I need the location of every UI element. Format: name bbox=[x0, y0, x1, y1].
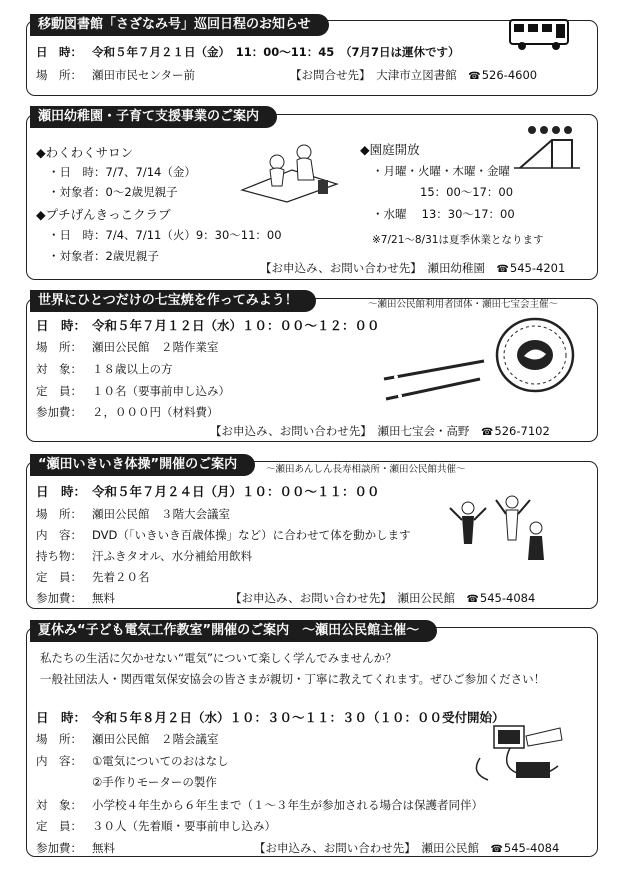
exercise-fee: 参加費： 無料 bbox=[36, 591, 115, 605]
exercise-date: 日 時： 令和５年７月２４日（月）１０：００～１１：００ bbox=[36, 484, 380, 499]
electric-contact: 【お申込み、お問い合わせ先】 瀬田公民館 ☎ 545-4084 bbox=[254, 840, 559, 856]
cloisonne-fee: 参加費： ２，０００円（材料費） bbox=[36, 405, 219, 419]
club-date: ・日 時：7/4、7/11（火）9：30～11：00 bbox=[48, 228, 282, 242]
cloisonne-brooch-icon bbox=[494, 316, 576, 394]
library-bus-title: 移動図書館「さざなみ号」巡回日程のお知らせ bbox=[30, 14, 329, 36]
electric-intro-1: 私たちの生活に欠かせない“電気”について楽しく学んでみませんか？ bbox=[40, 651, 397, 665]
kindergarten-title: 瀬田幼稚園・子育て支援事業のご案内 bbox=[30, 106, 277, 128]
electric-fee: 参加費： 無料 bbox=[36, 841, 115, 855]
electric-content-2: ②手作りモーターの製作 bbox=[92, 775, 217, 789]
garden-note: ※7/21～8/31は夏季休業となります bbox=[372, 234, 544, 246]
exercise-content: 内 容： DVD（「いきいき百歳体操」など）に合わせて体を動かします bbox=[36, 528, 411, 542]
exercise-subtitle: ～瀬田あんしん長寿相談所・瀬田公民館共催～ bbox=[266, 464, 466, 475]
kids-playing-icon bbox=[232, 140, 342, 204]
salon-date: ・日 時：7/7、7/14（金） bbox=[48, 165, 196, 179]
club-title: ◆プチげんきっこクラブ bbox=[36, 207, 171, 222]
electric-place: 場 所： 瀬田公民館 ２階会議室 bbox=[36, 732, 219, 746]
electric-content-1: 内 容： ①電気についてのおはなし bbox=[36, 754, 229, 768]
cloisonne-date: 日 時： 令和５年７月１２日（水）１０：００～１２：００ bbox=[36, 318, 380, 333]
cloisonne-contact: 【お申込み、お問い合わせ先】 瀬田七宝会・高野 ☎ 526-7102 bbox=[210, 423, 550, 439]
salon-title: ◆わくわくサロン bbox=[36, 145, 134, 160]
electric-target: 対 象： 小学校４年生から６年生まで（１～３年生が参加される場合は保護者同伴） bbox=[36, 798, 483, 812]
library-bus-contact: 【お問合せ先】 大津市立図書館 ☎ 526-4600 bbox=[290, 67, 537, 83]
phone-icon: ☎ 526-4600 bbox=[468, 68, 537, 82]
electric-date: 日 時： 令和５年８月２日（水）１０：３０～１１：３０（１０：００受付開始） bbox=[36, 710, 505, 725]
cloisonne-capacity: 定 員： １０名（要事前申し込み） bbox=[36, 384, 230, 398]
cloisonne-subtitle: ～瀬田公民館利用者団体・瀬田七宝会主催～ bbox=[368, 299, 559, 310]
cloisonne-title: 世界にひとつだけの七宝焼を作ってみよう！ bbox=[30, 290, 316, 312]
motor-kit-icon bbox=[470, 718, 580, 788]
electric-class-title: 夏休み“子ども電気工作教室”開催のご案内 ～瀬田公民館主催～ bbox=[30, 620, 437, 642]
kindergarten-contact: 【お申込み、お問い合わせ先】 瀬田幼稚園 ☎ 545-4201 bbox=[260, 260, 565, 276]
exercise-contact: 【お申込み、お問い合わせ先】 瀬田公民館 ☎ 545-4084 bbox=[230, 590, 535, 606]
salon-target: ・対象者：0～2歳児親子 bbox=[48, 185, 178, 199]
bus-icon bbox=[508, 16, 572, 52]
phone-icon: ☎ 526-7102 bbox=[481, 424, 550, 438]
exercise-place: 場 所： 瀬田公民館 ３階大会議室 bbox=[36, 507, 230, 521]
garden-title: ◆園庭開放 bbox=[360, 142, 420, 157]
slide-icon bbox=[512, 122, 582, 172]
exercise-capacity: 定 員： 先着２０名 bbox=[36, 570, 150, 584]
garden-days: ・月曜・火曜・木曜・金曜 bbox=[372, 164, 510, 178]
electric-intro-2: 一般社団法人・関西電気保安協会の皆さまが親切・丁寧に教えてくれます。ぜひご参加ください！ bbox=[40, 672, 546, 686]
cloisonne-target: 対 象： １８歳以上の方 bbox=[36, 362, 173, 376]
exercise-bring: 持ち物： 汗ふきタオル、水分補給用飲料 bbox=[36, 549, 253, 563]
cloisonne-place: 場 所： 瀬田公民館 ２階作業室 bbox=[36, 340, 219, 354]
garden-wed: ・水曜 13：30～17：00 bbox=[372, 207, 515, 221]
phone-icon: ☎ 545-4084 bbox=[490, 841, 559, 855]
garden-time1: 15：00～17：00 bbox=[420, 185, 514, 199]
exercise-people-icon bbox=[440, 488, 560, 568]
brush-icon bbox=[380, 355, 490, 405]
club-target: ・対象者：2歳児親子 bbox=[48, 249, 159, 263]
exercise-title: “瀬田いきいき体操”開催のご案内 bbox=[30, 454, 255, 476]
phone-icon: ☎ 545-4084 bbox=[466, 591, 535, 605]
library-bus-date: 日 時： 令和５年７月２１日（金） 11：00～11：45 （7月7日は運休です） bbox=[36, 45, 460, 59]
library-bus-place: 場 所： 瀬田市民センター前 bbox=[36, 68, 196, 82]
phone-icon: ☎ 545-4201 bbox=[496, 261, 565, 275]
electric-capacity: 定 員： ３０人（先着順・要事前申し込み） bbox=[36, 819, 276, 833]
